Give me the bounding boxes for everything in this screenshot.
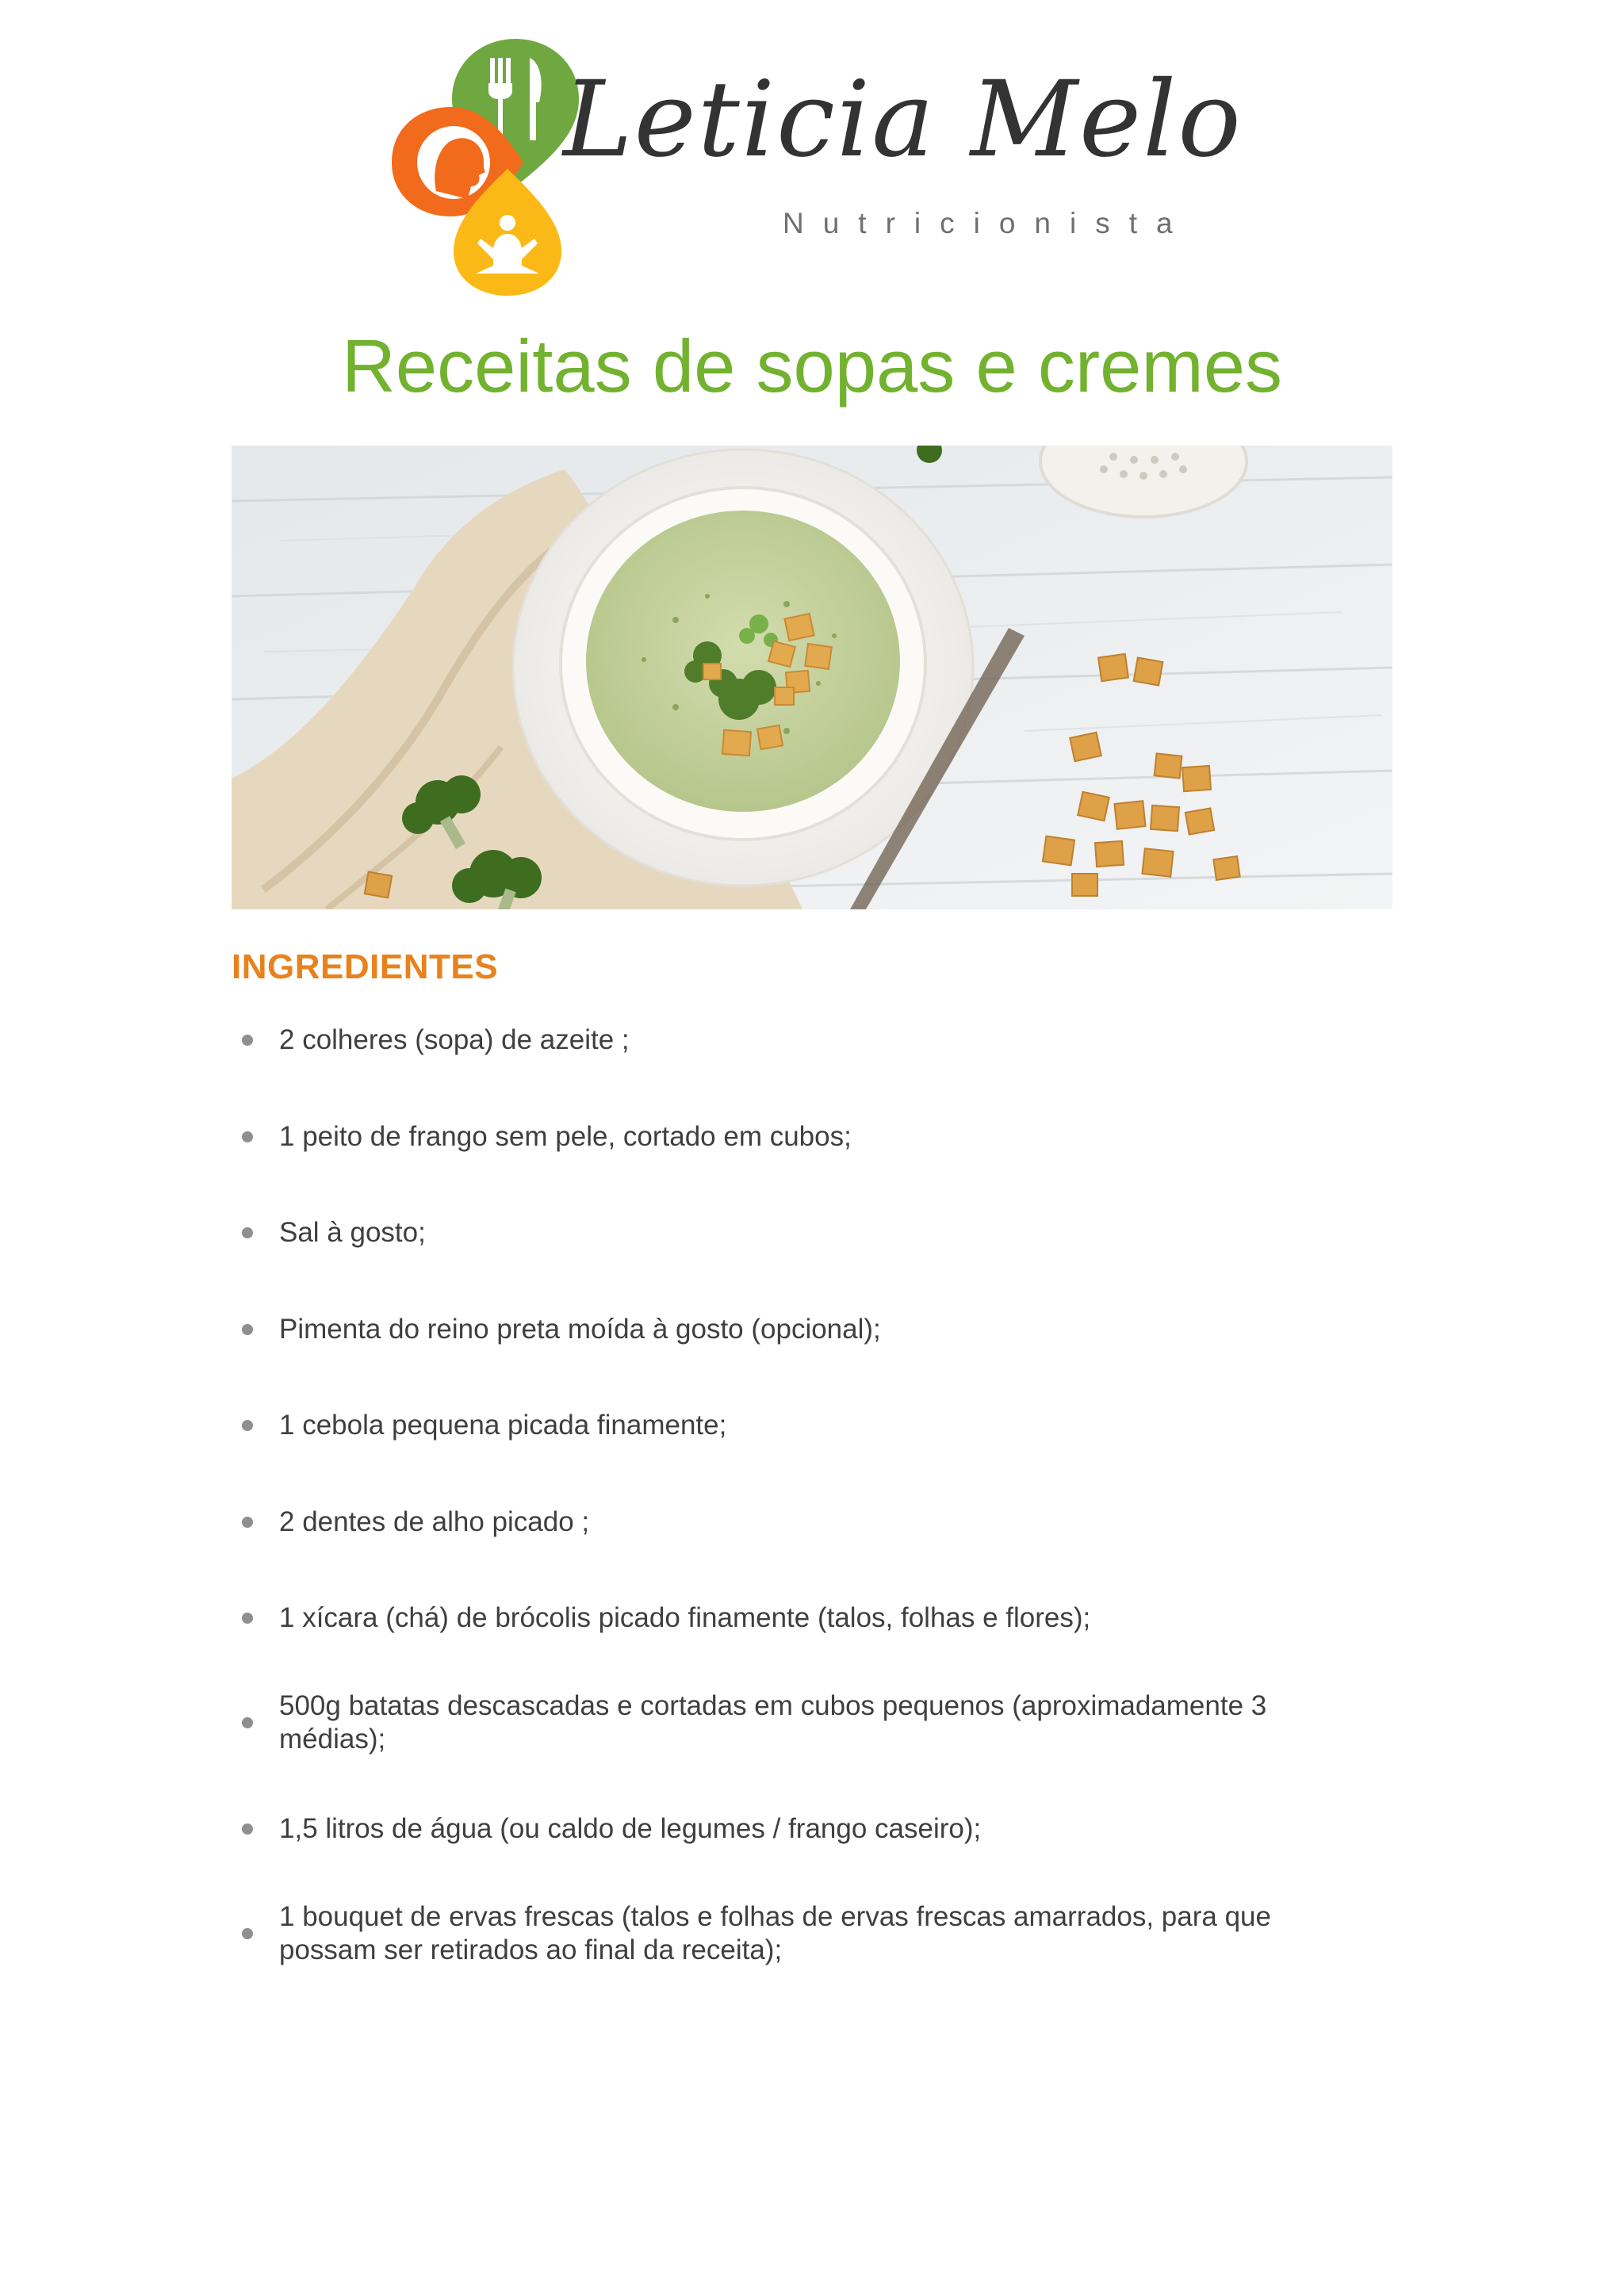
bullet-icon [242,1227,253,1238]
ingredient-text: 1 bouquet de ervas frescas (talos e folhas de ervas frescas amarrados, para que possam ser retirados ao final da receita); [279,1901,1271,1965]
ingredient-text: Pimenta do reino preta moída à gosto (opcional); [279,1314,881,1345]
list-item [232,1024,1358,1057]
list-item [232,1689,1358,1756]
ingredient-text: 2 dentes de alho picado ; [279,1506,590,1537]
bullet-icon [242,1131,253,1142]
list-item [232,1506,1358,1539]
list-item [232,1120,1358,1154]
ingredients-heading: INGREDIENTES [232,947,499,986]
soup-bowl-photo-icon [232,446,1392,909]
ingredient-text: 1 cebola pequena picada finamente; [279,1410,727,1441]
bullet-icon [242,1613,253,1624]
logo-name: Leticia Melo [563,59,1243,181]
bullet-icon [242,1717,253,1728]
ingredient-text: 1 xícara (chá) de brócolis picado finamente (talos, folhas e flores); [279,1602,1091,1633]
list-item [232,1900,1358,1967]
ingredient-text: 500g batatas descascadas e cortadas em cubos pequenos (aproximadamente 3 médias); [279,1690,1267,1755]
bullet-icon [242,1928,253,1939]
page-title: Receitas de sopas e cremes [341,324,1282,408]
logo-subtitle: Nutricionista [783,207,1192,239]
bullet-icon [242,1420,253,1431]
ingredient-text: 1 peito de frango sem pele, cortado em cubos; [279,1121,852,1152]
bullet-icon [242,1517,253,1528]
list-item [232,1601,1358,1635]
logo-mark-icon [389,36,587,297]
list-item [232,1216,1358,1249]
list-item [232,1313,1358,1346]
list-item [232,1409,1358,1442]
bullet-icon [242,1823,253,1835]
ingredient-text: 1,5 litros de água (ou caldo de legumes / frango caseiro); [279,1813,982,1844]
bullet-icon [242,1035,253,1046]
ingredient-text: 2 colheres (sopa) de azeite ; [279,1024,630,1055]
bullet-icon [242,1324,253,1335]
brand-logo [389,36,1243,297]
ingredient-text: Sal à gosto; [279,1217,426,1248]
list-item [232,1812,1358,1846]
hero-image [232,446,1392,909]
